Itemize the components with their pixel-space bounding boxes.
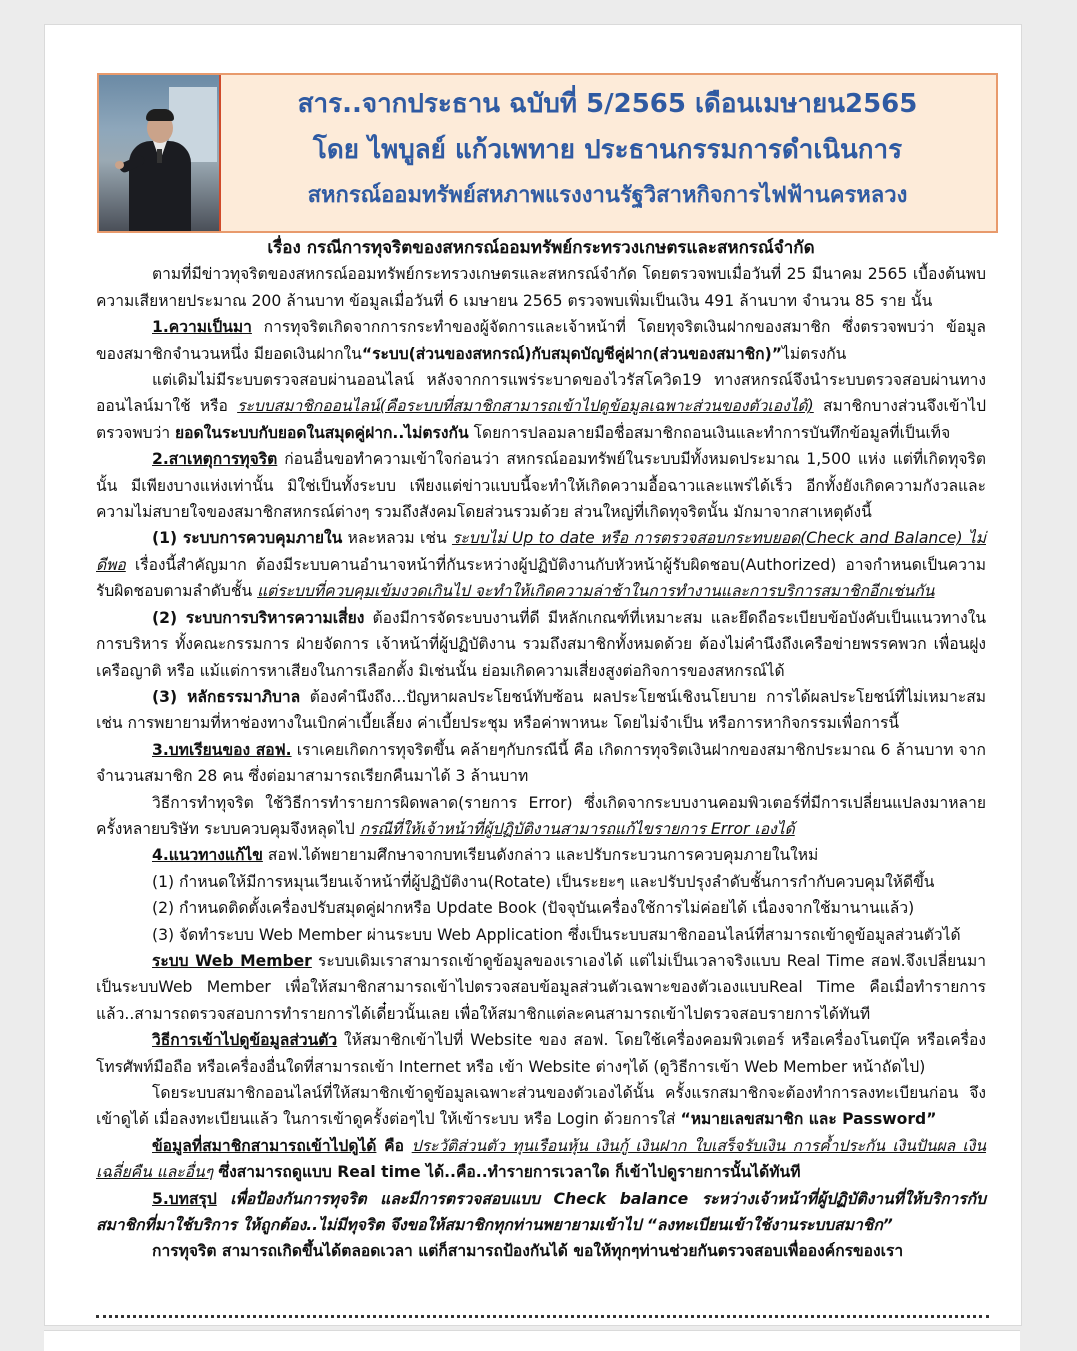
access-heading: วิธีการเข้าไปดูข้อมูลส่วนตัว bbox=[152, 1031, 338, 1050]
section-4-paragraph: 4.แนวทางแก้ไข สอฟ.ได้พยายามศึกษาจากบทเรียนดังกล่าว และปรับกระบวนการควบคุมภายในใหม่ bbox=[152, 846, 819, 865]
web-member-paragraph: ระบบ Web Member ระบบเดิมเราสามารถเข้าดูข้อมูลของเราเองได้ แต่ไม่เป็นเวลาจริงแบบ Real Time สอฟ.จึงเปลี่ยนมาเป็นระบบWeb Member เพื่อให้สมาชิกสามารถเข้าไปตรวจสอบข้อมูลส่วนตัวเฉพาะของตัวเองแบบReal Time คือเมื่อทำรายการแล้ว..สามารถตรวจสอบการทำรายการได้เดี๋ยวนั้นเลย เพื่อให้สมาชิกแต่ละคนสามารถเข้าไปตรวจสอบรายการได้ทันที bbox=[96, 951, 986, 1023]
section-2-heading: 2.สาเหตุการทุจริต bbox=[152, 450, 278, 469]
cause-1-paragraph: (1) ระบบการควบคุมภายใน หละหลวม เช่น ระบบไม่ Up to date หรือ การตรวจสอบกระทบยอด(Check and Balance) ไม่ดีพอ เรื่องนี้สำคัญมาก ต้องมีระบบคานอำนาจหน้าที่กันระหว่างผู้ปฏิบัติงานกับหัวหน้าผู้รับผิดชอบ(Authorized) อาจกำหนดเป็นความรับผิดชอบตามลำดับชั้น แต่ระบบที่ควบคุมเข้มงวดเกินไป จะทำให้เกิดความล่าช้าในการทำงานและการบริการสมาชิกอีกเช่นกัน bbox=[96, 529, 986, 601]
register-paragraph: โดยระบบสมาชิกออนไลน์ที่ให้สมาชิกเข้าดูข้อมูลเฉพาะส่วนของตัวเองได้นั้น ครั้งแรกสมาชิกจะต้องทำการลงทะเบียนก่อน จึงเข้าดูได้ เมื่อลงทะเบียนแล้ว ในการเข้าดูครั้งต่อๆไป ให้เข้าระบบ หรือ Login ด้วยการใส่ “หมายเลขสมาชิก และ Password” bbox=[96, 1084, 986, 1129]
article-body bbox=[96, 235, 986, 1265]
section-4-item-3: (3) จัดทำระบบ Web Member ผ่านระบบ Web Application ซึ่งเป็นระบบสมาชิกออนไลน์ที่สามารถเข้าดูข้อมูลส่วนตัวได้ bbox=[152, 925, 961, 944]
web-member-heading: ระบบ Web Member bbox=[152, 951, 312, 970]
section-3-paragraph: 3.บทเรียนของ สอฟ. เราเคยเกิดการทุจริตขึ้น คล้ายๆกับกรณีนี้ คือ เกิดการทุจริตเงินฝากของสมาชิกประมาณ 6 ล้านบาท จากจำนวนสมาชิก 28 คน ซึ่งต่อมาสามารถเรียกคืนมาได้ 3 ล้านบาท bbox=[96, 740, 986, 786]
header-line-2: โดย ไพบูลย์ แก้วเพทาย ประธานกรรมการดำเนินการ bbox=[312, 135, 903, 165]
header-banner bbox=[97, 73, 998, 233]
section-1-heading: 1.ความเป็นมา bbox=[152, 318, 252, 337]
dotted-divider bbox=[96, 1315, 989, 1318]
access-paragraph: วิธีการเข้าไปดูข้อมูลส่วนตัว ให้สมาชิกเข้าไปที่ Website ของ สอฟ. โดยใช้เครื่องคอมพิวเตอร์ หรือเครื่องโนตบุ๊ค หรือเครื่องโทรศัพท์มือถือ หรือเครื่องอื่นใดที่สามารถเข้า Internet หรือ เข้า Website ต่างๆได้ (ดูวิธีการเข้า Web Member หน้าถัดไป) bbox=[96, 1031, 986, 1076]
member-data-heading: ข้อมูลที่สมาชิกสามารถเข้าไปดูได้ bbox=[152, 1136, 377, 1155]
intro-paragraph: ตามที่มีข่าวทุจริตของสหกรณ์ออมทรัพย์กระทรวงเกษตรและสหกรณ์จำกัด โดยตรวจพบเมื่อวันที่ 25 มีนาคม 2565 เบื้องต้นพบความเสียหายประมาณ 200 ล้านบาท ข้อมูลเมื่อวันที่ 6 เมษายน 2565 ตรวจพบเพิ่มเป็นเงิน 491 ล้านบาท จำนวน 85 ราย นั้น bbox=[96, 265, 986, 310]
header-line-3: สหกรณ์ออมทรัพย์สหภาพแรงงานรัฐวิสาหกิจการไฟฟ้านครหลวง bbox=[307, 183, 908, 208]
document-content bbox=[44, 24, 1020, 1324]
article-title: เรื่อง กรณีการทุจริตของสหกรณ์ออมทรัพย์กระทรวงเกษตรและสหกรณ์จำกัด bbox=[267, 238, 815, 258]
member-data-paragraph: ข้อมูลที่สมาชิกสามารถเข้าไปดูได้ คือ ประวัติส่วนตัว ทุนเรือนหุ้น เงินกู้ เงินฝาก ใบเสร็จรับเงิน การค้ำประกัน เงินปันผล เงินเฉลี่ยคืน และอื่นๆ ซึ่งสามารถดูแบบ Real time ได้..คือ..ทำรายการเวลาใด ก็เข้าไปดูรายการนั้นได้ทันที bbox=[96, 1136, 987, 1182]
section-1-paragraph-2: แต่เดิมไม่มีระบบตรวจสอบผ่านออนไลน์ หลังจากการแพร่ระบาดของไวรัสโควิด19 ทางสหกรณ์จึงนำระบบตรวจสอบผ่านทางออนไลน์มาใช้ หรือ ระบบสมาชิกออนไลน์(คือระบบที่สมาชิกสามารถเข้าไปดูข้อมูลเฉพาะส่วนของตัวเองได้) สมาชิกบางส่วนจึงเข้าไปตรวจพบว่า ยอดในระบบกับยอดในสมุดคู่ฝาก..ไม่ตรงกัน โดยการปลอมลายมือชื่อสมาชิกถอนเงินและทำการบันทึกข้อมูลที่เป็นเท็จ bbox=[96, 371, 986, 442]
cause-2-paragraph: (2) ระบบการบริหารความเสี่ยง ต้องมีการจัดระบบงานที่ดี มีหลักเกณฑ์ที่เหมาะสม และยึดถือระเบียบข้อบังคับเป็นแนวทางในการบริหาร ทั้งคณะกรรมการ ฝ่ายจัดการ เจ้าหน้าที่ผู้ปฏิบัติงาน รวมถึงสมาชิกทั้งหมดด้วย ต้องไม่คำนึงถึงเครือข่ายพรรคพวก เพื่อนฝูง เครือญาติ หรือ แม้แต่การหาเสียงในการเลือกตั้ง มิเช่นนั้น ย่อมเกิดความเสี่ยงสูงต่อกิจการของสหกรณ์ได้ bbox=[96, 608, 986, 680]
section-4-item-2: (2) กำหนดติดตั้งเครื่องปรับสมุดคู่ฝากหรือ Update Book (ปัจจุบันเครื่องใช้การไม่ค่อยได้ เนื่องจากใช้มานานแล้ว) bbox=[152, 899, 915, 918]
section-1-paragraph: 1.ความเป็นมา การทุจริตเกิดจากการกระทำของผู้จัดการและเจ้าหน้าที่ โดยทุจริตเงินฝากของสมาชิก ซึ่งตรวจพบว่า ข้อมูลของสมาชิกจำนวนหนึ่ง มียอดเงินฝากใน“ระบบ(ส่วนของสหกรณ์)กับสมุดบัญชีคู่ฝาก(ส่วนของสมาชิก)”ไม่ตรงกัน bbox=[96, 318, 986, 363]
header-title bbox=[227, 81, 988, 219]
president-photo bbox=[99, 75, 221, 231]
section-5-paragraph: 5.บทสรุป เพื่อป้องกันการทุจริต และมีการตรวจสอบแบบ Check balance ระหว่างเจ้าหน้าที่ผู้ปฏิบัติงานที่ให้บริการกับสมาชิกที่มาใช้บริการ ให้ถูกต้อง..ไม่มีทุจริต จึงขอให้สมาชิกทุกท่านพยายามเข้าไป “ลงทะเบียนเข้าใช้งานระบบสมาชิก” bbox=[96, 1189, 986, 1235]
cause-3-paragraph: (3) หลักธรรมาภิบาล ต้องคำนึงถึง...ปัญหาผลประโยชน์ทับซ้อน ผลประโยชน์เชิงนโยบาย การได้ผลประโยชน์ที่ไม่เหมาะสม เช่น การพยายามที่หาช่องทางในเบิกค่าเบี้ยเลี้ยง ค่าเบี้ยประชุม หรือค่าพาหนะ โดยไม่จำเป็น หรือการหากิจกรรมเพื่อการนี้ bbox=[96, 687, 987, 733]
section-4-item-1: (1) กำหนดให้มีการหมุนเวียนเจ้าหน้าที่ผู้ปฏิบัติงาน(Rotate) เป็นระยะๆ และปรับปรุงลำดับชั้นการกำกับควบคุมให้ดีขึ้น bbox=[152, 872, 935, 891]
section-3-heading: 3.บทเรียนของ สอฟ. bbox=[152, 740, 292, 759]
section-2-paragraph: 2.สาเหตุการทุจริต ก่อนอื่นขอทำความเข้าใจก่อนว่า สหกรณ์ออมทรัพย์ในระบบมีทั้งหมดประมาณ 1,500 แห่ง แต่ที่เกิดทุจริตนั้น มีเพียงบางแห่งเท่านั้น มิใช่เป็นทั้งระบบ เพียงแต่ข่าวแบบนี้จะทำให้เกิดความอื้อฉาวและแพร่ได้เร็ว อีกทั้งยังเกิดความกังวลและความไม่สบายใจของสมาชิกสหกรณ์ต่างๆ รวมถึงสังคมโดยส่วนรวมด้วย ส่วนใหญ่ที่เกิดทุจริตนั้น มักมาจากสาเหตุดังนี้ bbox=[96, 450, 986, 522]
section-3-paragraph-2: วิธีการทำทุจริต ใช้วิธีการทำรายการผิดพลาด(รายการ Error) ซึ่งเกิดจากระบบงานคอมพิวเตอร์ที่มีการเปลี่ยนแปลงมาหลายครั้งหลายบริษัท ระบบควบคุมจึงหลุดไป กรณีที่ให้เจ้าหน้าที่ผู้ปฏิบัติงานสามารถแก้ไขรายการ Error เองได้ bbox=[96, 793, 986, 838]
closing-statement: การทุจริต สามารถเกิดขึ้นได้ตลอดเวลา แต่ก็สามารถป้องกันได้ ขอให้ทุกๆท่านช่วยกันตรวจสอบเพื่อองค์กรของเรา bbox=[152, 1242, 904, 1261]
header-line-1: สาร..จากประธาน ฉบับที่ 5/2565 เดือนเมษายน2565 bbox=[297, 89, 918, 119]
section-4-heading: 4.แนวทางแก้ไข bbox=[152, 846, 263, 865]
section-5-heading: 5.บทสรุป bbox=[152, 1189, 217, 1208]
